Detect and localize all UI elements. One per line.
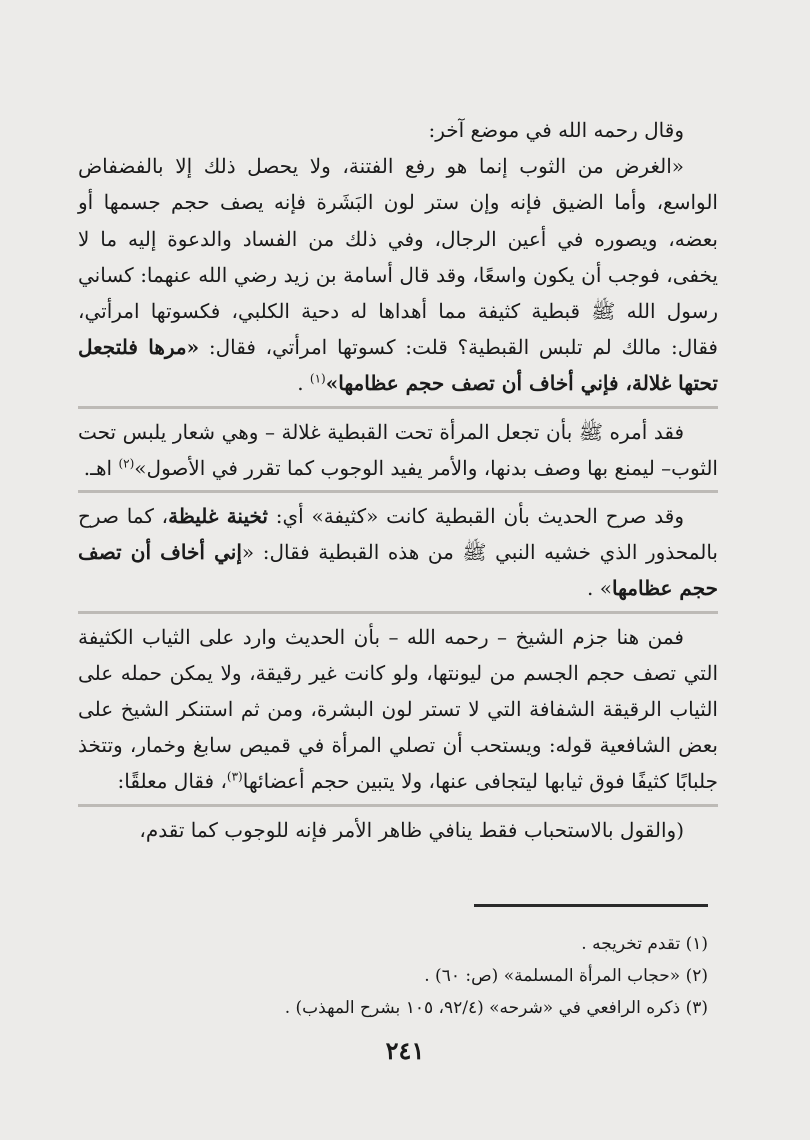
paragraph-text: اهـ. [83, 455, 119, 480]
paragraph-text: وقد صرح الحديث بأن القبطية كانت «كثيفة» أي: [267, 504, 684, 529]
paragraph-intro [78, 112, 718, 148]
paragraph-text: ، كما صرح بالمحذور الذي خشيه النبي ﷺ من هذه القبطية فقال: « [78, 504, 719, 565]
footnote-item: (١) تقدم تخريجه . [581, 934, 708, 954]
main-text [78, 112, 718, 848]
paragraph-quote [78, 148, 718, 401]
bold-phrase: ثخينة غليظة [168, 504, 268, 529]
footnote-ref[interactable]: (٢) [118, 456, 135, 471]
paragraph-sheikh [78, 619, 718, 800]
footnote-rule [474, 904, 708, 907]
hadith-quote: «مرها فلتجعل تحتها غلالة، فإني أخاف أن تصف حجم عظامها» [78, 335, 718, 396]
page-number: ٢٤١ [385, 1036, 425, 1065]
paragraph-final [78, 812, 718, 848]
paragraph-text: (والقول بالاستحباب فقط ينافي ظاهر الأمر فإنه للوجوب كما تقدم، [139, 817, 684, 842]
footnotes [78, 928, 708, 1024]
paragraph-hadith [78, 498, 718, 607]
paragraph-text: «الغرض من الثوب إنما هو رفع الفتنة، ولا يحصل ذلك إلا بالفضفاض الواسع، وأما الضيق فإنه وإن ستر لون البَشَرة فإنه يصف حجم جسمها أو بعضه، ويصوره في أعين الرجال، وفي ذلك من الفساد والدعوة إليه ما لا يخفى، فوجب أن يكون واسعًا، وقد قال أسامة بن زيد رضي الله عنهما: كساني رسول الله ﷺ قبطية كثيفة مما أهداها له دحية الكلبي، فكسوتها امرأتي، فقال: مالك لم تلبس القبطية؟ قلت: كسوتها امرأتي، فقال: [78, 154, 718, 360]
footnote-item: (٣) ذكره الرافعي في «شرحه» (٩٢/٤، ١٠٥ بشرح المهذب) . [284, 998, 708, 1018]
paragraph-text: » . [587, 576, 612, 601]
paragraph-text: فمن هنا جزم الشيخ – رحمه الله – بأن الحديث وارد على الثياب الكثيفة التي تصف حجم الجسم من ليونتها، ولو كانت غير رقيقة، ولا يمكن حمله على الثياب الرقيقة الشفافة التي لا تستر لون البشرة، ومن ثم استنكر الشيخ على بعض الشافعية قوله: ويستحب أن تصلي المرأة في قميص سابغ وخمار، وتتخذ جلبابًا كثيفًا فوق ثيابها ليتجافى عنها، ولا يتبين حجم أعضائها [78, 624, 718, 794]
paragraph-separator [78, 804, 718, 807]
footnote-item: (٢) «حجاب المرأة المسلمة» (ص: ٦٠) . [424, 966, 708, 986]
paragraph-command [78, 414, 718, 486]
footnote-ref[interactable]: (٣) [226, 769, 243, 784]
paragraph-separator [78, 611, 718, 614]
hadith-quote: إني أخاف أن تصف حجم عظامها [78, 540, 718, 601]
paragraph-separator [78, 406, 718, 409]
paragraph-separator [78, 490, 718, 493]
paragraph-text: . [297, 371, 310, 396]
paragraph-text: فقد أمره ﷺ بأن تجعل المرأة تحت القبطية غلالة – وهي شعار يلبس تحت الثوب– ليمنع بها وصف بدنها، والأمر يفيد الوجوب كما تقرر في الأصول» [78, 419, 718, 480]
paragraph-text: ، فقال معلقًا: [117, 769, 227, 794]
footnote-ref[interactable]: (١) [309, 371, 326, 386]
paragraph-text: وقال رحمه الله في موضع آخر: [428, 118, 684, 142]
